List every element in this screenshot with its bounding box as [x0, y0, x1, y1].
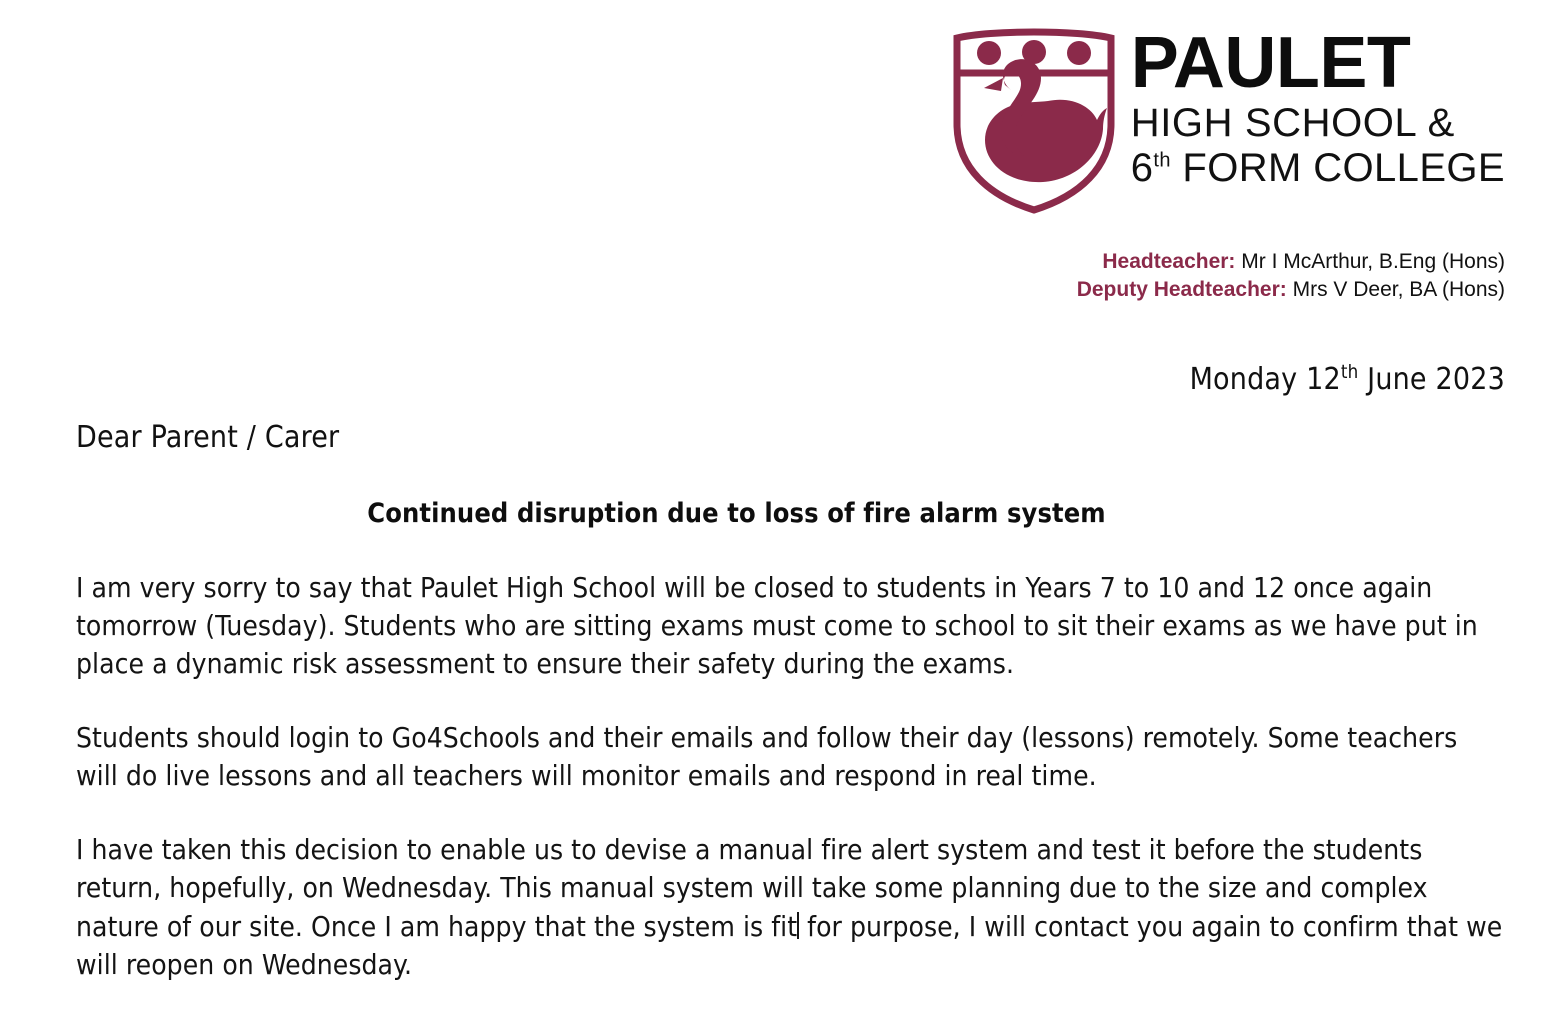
letter-paragraph-2: Students should login to Go4Schools and their emails and follow their day (lessons) remotely. Some teachers will do live lessons and all teachers will monitor emails and respond in real time.: [76, 721, 1458, 793]
letterhead: [951, 23, 1505, 303]
headteacher-label: Headteacher:: [1102, 250, 1236, 273]
wordmark-line-3: [1131, 147, 1505, 190]
letter-paragraph-1: I am very sorry to say that Paulet High School will be closed to students in Years 7 to 10 and 12 once again tomorrow (Tuesday). Students who are sitting exams must come to school to sit their exams as we have put in place a dynamic risk assessment to ensure their safety during the exams.: [76, 571, 1478, 681]
deputy-headteacher-line: [1077, 276, 1505, 304]
wordmark-line3-rest: FORM COLLEGE: [1170, 145, 1505, 190]
paulet-shield-swan-crest-icon: [951, 28, 1117, 214]
headteacher-line: [1077, 248, 1505, 276]
letter-paragraph-3-after-caret: for purpose, I will contact you again to confirm that we will reopen on Wednesday.: [76, 909, 1503, 981]
staff-credits: [1077, 248, 1505, 303]
letter-date-suffix: June 2023: [1358, 362, 1505, 397]
letter-paragraph-3-before-caret: I have taken this decision to enable us to devise a manual fire alert system and test it before the students return, hopefully, on Wednesday. This manual system will take some planning due to the size and complex nature of our site. Once I am happy that the system is fit: [76, 833, 1428, 943]
letter-body: [76, 362, 1507, 1012]
school-wordmark: [1130, 23, 1505, 190]
deputy-headteacher-name: Mrs V Deer, BA (Hons): [1286, 277, 1505, 301]
letter-paragraph-3: [76, 831, 1507, 983]
letter-salutation: Dear Parent / Carer: [76, 420, 340, 455]
wordmark-line3-number: 6: [1130, 145, 1154, 190]
letter-subject-heading: Continued disruption due to loss of fire alarm system: [367, 498, 1106, 529]
letter-date-prefix: Monday 12: [1189, 362, 1341, 397]
letter-date-ordinal-suffix: th: [1340, 362, 1359, 383]
wordmark-line-2: HIGH SCHOOL &: [1130, 100, 1455, 145]
wordmark-line3-superscript: th: [1153, 149, 1171, 172]
deputy-headteacher-label: Deputy Headteacher:: [1076, 277, 1287, 301]
school-logo-lockup: [951, 23, 1505, 214]
letter-date: [76, 362, 1507, 398]
wordmark-main: PAULET: [1130, 23, 1411, 103]
headteacher-name: Mr I McArthur, B.Eng (Hons): [1235, 250, 1505, 273]
